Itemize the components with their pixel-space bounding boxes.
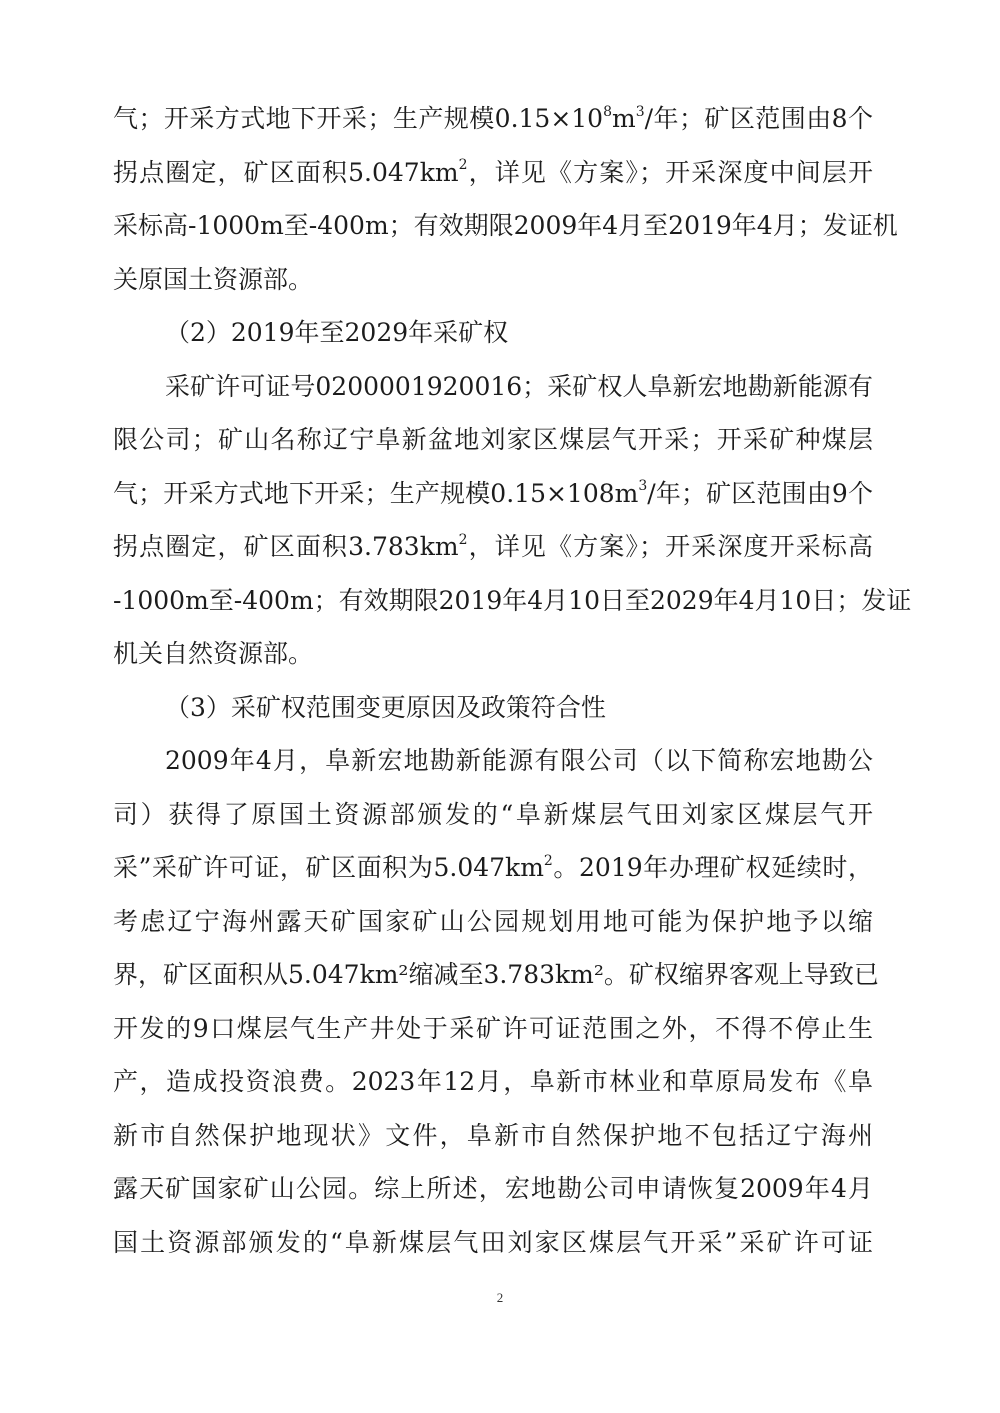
document-body <box>113 92 912 1269</box>
text-line: 采标高-1000m至-400m；有效期限2009年4月至2019年4月；发证机 <box>113 211 898 240</box>
text-line: 关原国土资源部。 <box>113 264 314 294</box>
text-line: 界，矿区面积从5.047km²缩减至3.783km²。矿权缩界客观上导致已 <box>113 960 879 989</box>
text-line: 产，造成投资浪费。2023年12月，阜新市林业和草原局发布《阜 <box>113 1067 873 1096</box>
text-line: 司）获得了原国土资源部颁发的“阜新煤层气田刘家区煤层气开 <box>113 799 873 829</box>
section-heading: （3）采矿权范围变更原因及政策符合性 <box>165 692 606 722</box>
page-number: 2 <box>496 1290 504 1305</box>
text-line: 机关自然资源部。 <box>113 639 314 668</box>
section-heading: （2）2019年至2029年采矿权 <box>165 318 509 347</box>
text-line: 拐点圈定，矿区面积$5.047km^2$，详见《方案》；开采深度中间层开 <box>113 157 873 187</box>
text-line: 气；开采方式地下开采；生产规模$0.15\times 10^8m^3/$年；矿区范围由8个 <box>113 103 873 133</box>
text-line: 气；开采方式地下开采；生产规模$0.15\times 108m^3/$年；矿区范围由9个 <box>113 478 873 508</box>
text-line: 国土资源部颁发的“阜新煤层气田刘家区煤层气开采”采矿许可证 <box>113 1227 873 1257</box>
text-line: 2009年4月，阜新宏地勘新能源有限公司（以下简称宏地勘公 <box>165 746 873 775</box>
text-line: 新市自然保护地现状》文件，阜新市自然保护地不包括辽宁海州 <box>113 1120 873 1150</box>
text-line: 限公司；矿山名称辽宁阜新盆地刘家区煤层气开采；开采矿种煤层 <box>113 425 873 454</box>
text-line: 采”采矿许可证，矿区面积为$5.047km^2$。2019年办理矿权延续时， <box>113 852 873 882</box>
text-line: -1000m至-400m；有效期限2019年4月10日至2029年4月10日；发证 <box>113 585 912 615</box>
text-line: 露天矿国家矿山公园。综上所述，宏地勘公司申请恢复2009年4月 <box>113 1174 873 1203</box>
text-line: 考虑辽宁海州露天矿国家矿山公园规划用地可能为保护地予以缩 <box>113 906 873 936</box>
text-line: 拐点圈定，矿区面积$3.783km^2$，详见《方案》；开采深度开采标高 <box>113 531 873 561</box>
text-line: 开发的9口煤层气生产井处于采矿许可证范围之外，不得不停止生 <box>113 1013 873 1043</box>
text-line: 采矿许可证号0200001920016；采矿权人阜新宏地勘新能源有 <box>165 371 873 401</box>
